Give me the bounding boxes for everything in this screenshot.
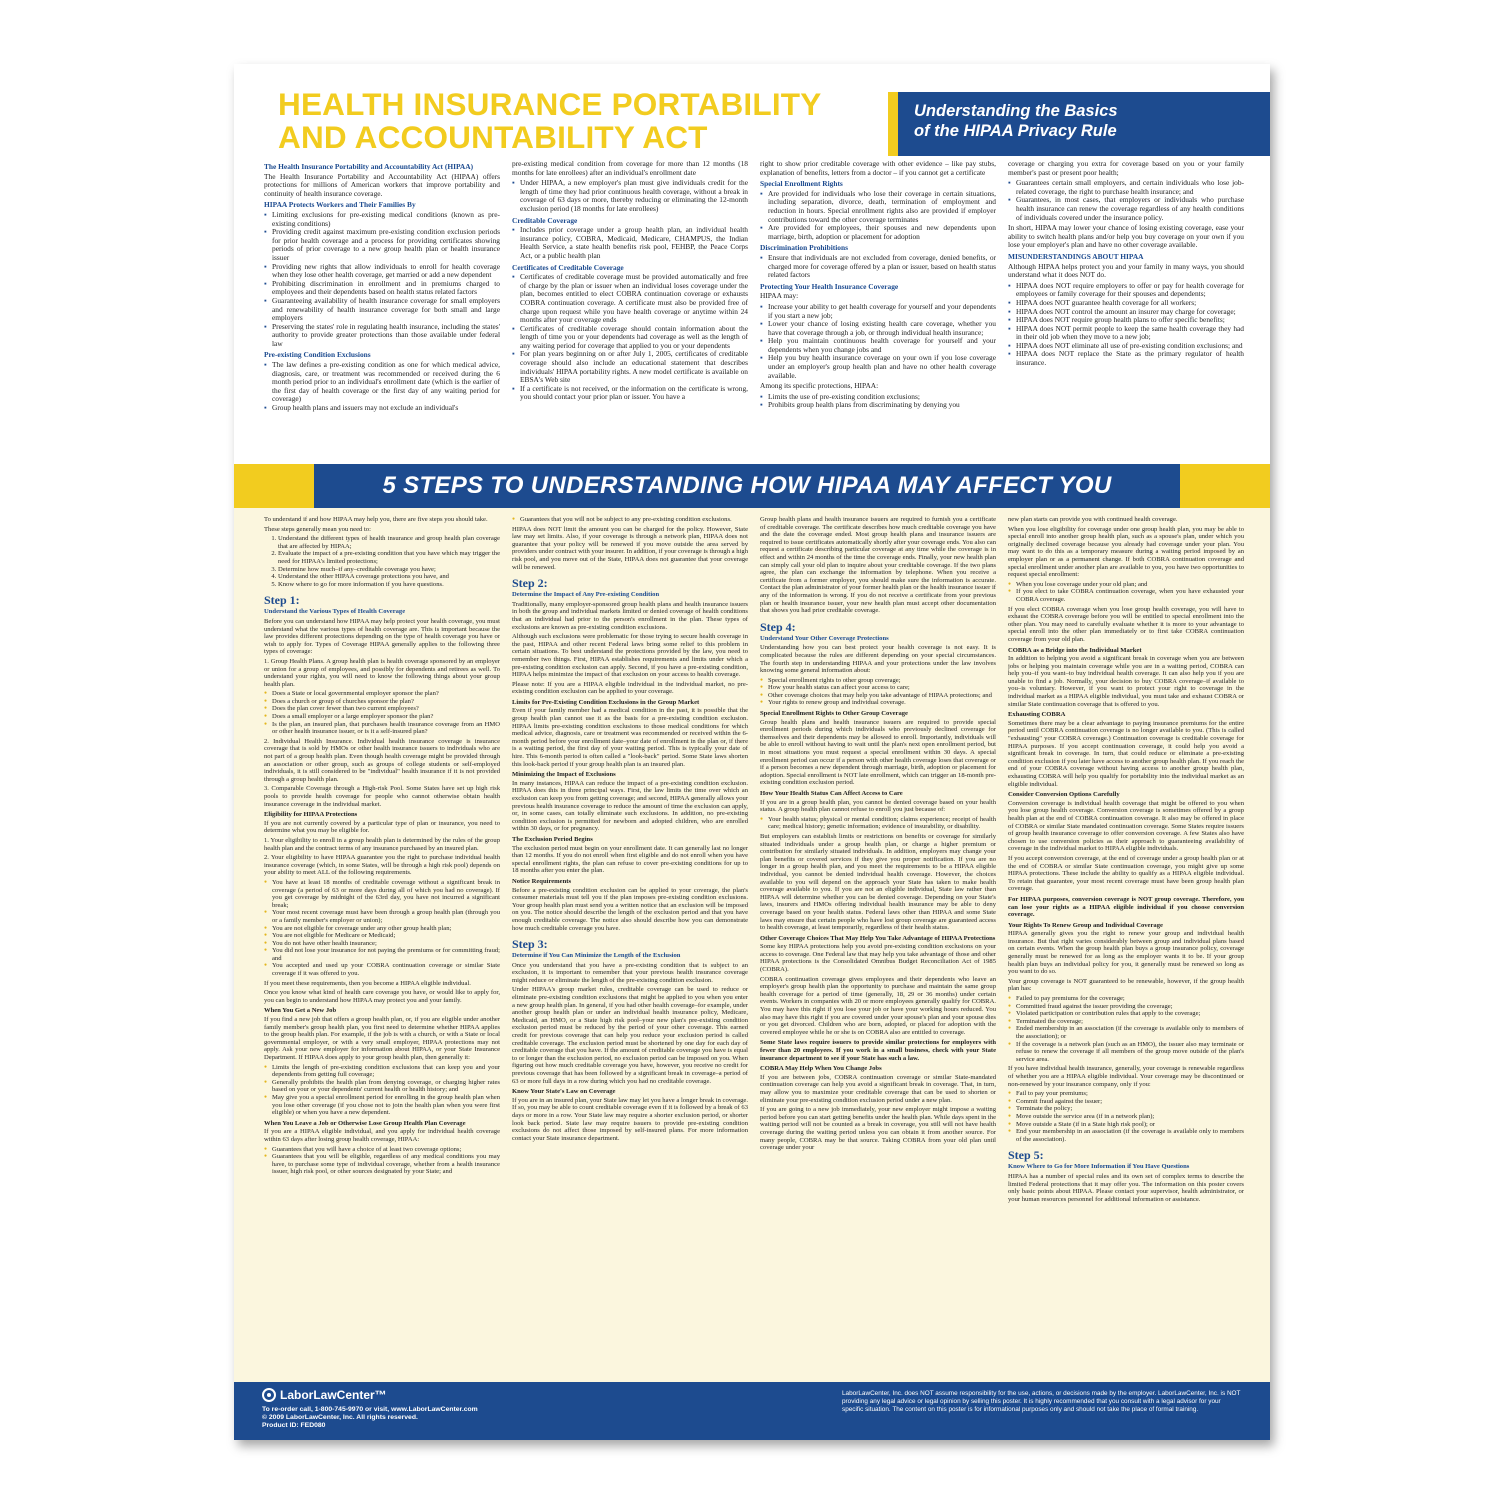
list-item: ▪ Limiting exclusions for pre-existing medical conditions (known as pre-existing conditions)	[272, 211, 500, 228]
paragraph: Some key HIPAA protections help you avoid pre-existing condition exclusions on your access to coverage. One Federal law that may help you take advantage of those and other HIPAA protections is the Consolidated Omnibus Budget Reconciliation Act of 1985 (COBRA).	[760, 943, 996, 974]
paragraph: If you are between jobs, COBRA continuation coverage or similar State-mandated continuation coverage can help you avoid a significant break in coverage. That, in turn, may allow you to maximize your creditable coverage that can be used to shorten or eliminate your pre-existing condition exclusion period under a new plan.	[760, 1073, 996, 1104]
list-item: ● Does the plan cover fewer than two current employees?	[272, 705, 500, 713]
list-item: ▪ Group health plans and issuers may not exclude an individual's	[272, 404, 500, 413]
paragraph: 2. Individual Health Insurance. Individual health insurance coverage is insurance coverage that is sold by HMOs or other health insurance issuers to individuals who are not part of a group health plan. Even though health coverage might be provided through an association or other group, such as groups of college students or self-employed individuals, it is still considered to be "individual" health insurance if it is not provided through a group health plan.	[264, 737, 500, 783]
paragraph: In addition to helping you avoid a significant break in coverage when you are between jobs or helping you maintain coverage while you are in a waiting period, COBRA can help you–if you want–to buy individual health coverage. It can also help you if you are unable to find a job. Normally, your decision to buy COBRA coverage–if available to you–is voluntary. However, if you want to protect your right to coverage in the individual market as a HIPAA eligible individual, you must take and exhaust COBRA or similar State continuation coverage that is offered to you.	[1008, 655, 1244, 708]
step-subtitle: Determine the Impact of Any Pre-existing Condition	[512, 591, 660, 599]
top-column-1	[264, 160, 500, 454]
paragraph: In short, HIPAA may lower your chance of losing existing coverage, ease your ability to switch health plans and/or help you buy coverage on your own if you lose your employer's plan and have no other coverage available.	[1008, 223, 1244, 250]
bullet-list	[512, 516, 748, 524]
list-item: ▪ HIPAA does NOT control the amount an insurer may charge for coverage;	[1016, 308, 1244, 317]
list-item: ● Violated participation or contribution rules that apply to the coverage;	[1016, 1010, 1244, 1018]
step-heading: Step 1:	[264, 593, 300, 608]
paragraph: If you are a HIPAA eligible individual, and you apply for individual health coverage within 63 days after losing group health coverage, HIPAA:	[264, 1128, 500, 1143]
list-item: ● Fail to pay your premiums;	[1016, 1090, 1244, 1098]
list-item: ▪ Prohibits group health plans from discriminating by denying you	[768, 401, 996, 410]
paragraph: But employers can establish limits or restrictions on benefits or coverage for similarly situated individuals under a group health plan, or charge a higher premium or contribution for similarly situated individuals. In addition, employers may change your plan benefits or covered services if they give you proper notification. If you are no longer in a group health plan, and you meet the requirements to be a HIPAA eligible individual, you cannot be denied individual health coverage. However, the choices available to you will depend on the approach your State has taken to make health coverage available to you. If you are not an eligible individual, State law rather than HIPAA will determine whether you can be denied coverage. Depending on your State's laws, insurers and HMOs offering individual health insurance may be able to deny coverage based on your health status. Federal laws other than HIPAA and some State laws may ensure that certain people who have lost group coverage are guaranteed access to health coverage, at least temporarily, regardless of their health status.	[760, 832, 996, 932]
step-heading: Step 4:	[760, 619, 796, 634]
step-heading: Step 3:	[512, 937, 548, 952]
list-item: ● Your health status; physical or mental condition; claims experience; receipt of health care; medical history; genetic information; evidence of insurability, or disability.	[768, 816, 996, 831]
top-column-4	[1008, 160, 1244, 454]
paragraph: If you have individual health insurance, generally, your coverage is renewable regardless of whether you are a HIPAA eligible individual. Your coverage may be discontinued or non-renewed by your insurance company, only if you:	[1008, 1065, 1244, 1088]
list-item: ● Guarantees that you will have a choice of at least two coverage options;	[272, 1146, 500, 1154]
list-item: ● Guarantees that you will be eligible, regardless of any medical conditions you may have, to purchase some type of individual coverage, whether from a health insurance issuer, high risk pool, or other sources designated by your State; and	[272, 1153, 500, 1176]
bullet-list	[264, 535, 500, 588]
paragraph-heading: The Exclusion Period Begins	[512, 835, 593, 843]
logo-mark-icon	[262, 1388, 276, 1402]
top-column-3	[760, 160, 996, 454]
paragraph: If you are in an insured plan, your State law may let you have a longer break in coverage. If so, you may be able to count creditable coverage even if it is followed by a break of 63 days or more in a row. Your State law may require a shorter exclusion period, or shorter look back period. State law may require issuers to provide pre-existing condition exclusions do not affect those imposed by self-insured plans. For more information contact your State insurance department.	[512, 1096, 748, 1142]
paragraph-heading: COBRA as a Bridge into the Individual Market	[1008, 646, 1142, 654]
list-item: 2. Evaluate the impact of a pre-existing condition that you have which may trigger the need for HIPAA's limited protections;	[278, 550, 500, 565]
list-item: ● When you lose coverage under your old plan; and	[1016, 581, 1244, 589]
bullet-list	[264, 1146, 500, 1176]
bullet-list	[264, 879, 500, 978]
list-item: ● Move outside a State (if in a State high risk pool); or	[1016, 1121, 1244, 1129]
paragraph-heading: How Your Health Status Can Affect Access to Care	[760, 790, 903, 797]
paragraph: Conversion coverage is individual health coverage that might be offered to you when you lose group health coverage. Conversion coverage is sometimes offered by a group health plan at the end of COBRA continuation coverage. It also may be offered in place of COBRA or similar State mandated continuation coverage. Some States require issuers of group health insurance coverage to offer conversion coverage. A few States also have chosen to use conversion policies as their approach to guaranteeing availability of coverage in the individual market to HIPAA eligible individuals.	[1008, 799, 1244, 853]
list-item: 1. Understand the different types of health insurance and group health plan coverage that are affected by HIPAA;	[278, 535, 500, 550]
paragraph: Under HIPAA's group market rules, creditable coverage can be used to reduce or eliminate pre-existing condition exclusions that might be applied to you when you enter a new group health plan. In general, if you had other health coverage–for example, under another group health plan or under an individual health insurance policy, Medicare, Medicaid, an HMO, or a State high risk pool–your new plan's pre-existing condition exclusion period must be reduced by the period of your other coverage. This earned credit for previous coverage that can help you reduce your exclusion period is called creditable coverage. The exclusion period must be shortened by one day for each day of creditable coverage that you have. If the amount of creditable coverage you have is equal to or longer than the exclusion period, no exclusion period can be imposed on you. When figuring out how much creditable coverage you have, however, you receive no credit for previous coverage that has been followed by a significant break in coverage–a period of 63 or more full days in a row during which you had no creditable coverage.	[512, 986, 748, 1085]
paragraph: If you elect COBRA coverage when you lose group health coverage, you will have to exhaust the COBRA coverage before you will be entitled to special enrollment into the other plan. You may need to carefully evaluate whether it is more to your advantage to special enroll into the other plan immediately or to first take COBRA continuation coverage from your old plan.	[1008, 605, 1244, 643]
footer	[234, 1382, 1270, 1440]
list-item: ● Other coverage choices that may help you take advantage of HIPAA protections; and	[768, 692, 996, 700]
paragraph: These steps generally mean you need to:	[264, 525, 371, 533]
paragraph: When you lose eligibility for coverage under one group health plan, you may be able to special enroll into another group health plan, such as a spouse's plan, under which you originally declined coverage because you already had coverage under your plan. You may want to do this as a temporary measure during a waiting period imposed by an employer plan or as a permanent change. If both COBRA continuation coverage and special enrollment under another plan are available to you, you have two opportunities to request special enrollment:	[1008, 525, 1244, 579]
paragraph: Traditionally, many employer-sponsored group health plans and health insurance issuers in both the group and individual markets limited or denied coverage of health conditions that an individual had prior to the person's enrollment in the plan. These types of exclusions are known as pre-existing condition exclusions.	[512, 600, 748, 631]
list-item: ● Your rights to renew group and individual coverage.	[768, 699, 996, 707]
paragraph: right to show prior creditable coverage with other evidence – like pay stubs, explanation of benefits, letters from a doctor – if you cannot get a certificate	[760, 160, 996, 177]
paragraph: In many instances, HIPAA can reduce the impact of a pre-existing condition exclusion. HIPAA does this in three principal ways. First, the law limits the time over which an exclusion can keep you from getting coverage; and second, HIPAA generally allows your previous health insurance coverage to reduce the amount of time the exclusion can apply, or, in some cases, can totally eliminate such exclusions. In addition, no pre-existing condition exclusion is permitted for newborn and adopted children, who are enrolled within 30 days, or for pregnancy.	[512, 779, 748, 833]
paragraph: If you are not currently covered by a particular type of plan or insurance, you need to determine what you may be eligible for.	[264, 819, 500, 835]
paragraph-heading: Notice Requirements	[512, 877, 572, 885]
list-item: ▪ Guarantees, in most cases, that employers or individuals who purchase health insurance can renew the coverage regardless of any health conditions of individuals covered under the insurance policy.	[1016, 196, 1244, 222]
paragraph: Among its specific protections, HIPAA:	[760, 381, 879, 391]
list-item: ● You did not lose your insurance for not paying the premiums or for committing fraud; and	[272, 947, 500, 962]
step-subtitle: Determine if You Can Minimize the Length of the Exclusion	[512, 952, 681, 960]
list-item: ▪ Guarantees certain small employers, and certain individuals who lose job-related coverage, the right to purchase health insurance; and	[1016, 179, 1244, 196]
top-columns	[264, 160, 1244, 454]
top-section	[234, 64, 1270, 464]
section-heading: Pre-existing Condition Exclusions	[264, 350, 371, 360]
list-item: ▪ HIPAA does NOT permit people to keep the same health coverage they had in their old job when they move to a new job;	[1016, 325, 1244, 342]
list-item: ● Limits the length of pre-existing condition exclusions that can keep you and your dependents from getting full coverage;	[272, 1064, 500, 1079]
list-item: ● Committed fraud against the issuer providing the coverage;	[1016, 1003, 1244, 1011]
bullet-list	[512, 226, 748, 260]
step-subtitle: Know Where to Go for More Information if You Have Questions	[1008, 1163, 1190, 1171]
list-item: ● Your most recent coverage must have been through a group health plan (through you or a family member's employer or union);	[272, 909, 500, 924]
list-item: ▪ Help you maintain continuous health coverage for yourself and your dependents when you change jobs and	[768, 337, 996, 354]
list-item: ▪ HIPAA does NOT require group health plans to offer specific benefits;	[1016, 316, 1244, 325]
logo-text: LaborLawCenter™	[280, 1388, 387, 1402]
list-item: ▪ Preserving the states' role in regulating health insurance, including the states' authority to provide greater protections than those available under federal law	[272, 323, 500, 349]
list-item: ● Terminated the coverage;	[1016, 1018, 1244, 1026]
paragraph-heading: For HIPAA purposes, conversion coverage is NOT group coverage. Therefore, you can lose your rights as a HIPAA eligible individual if you choose conversion coverage.	[1008, 895, 1244, 919]
paragraph: If you are in a group health plan, you cannot be denied coverage based on your health status. A group health plan cannot refuse to enroll you just because of:	[760, 798, 996, 814]
paragraph-heading: Exhausting COBRA	[1008, 711, 1066, 719]
paragraph: 2. Your eligibility to have HIPAA guarantee you the right to purchase individual health insurance coverage (which, in some States, will be through a high risk pool) depends on your ability to meet ALL of the following requirements.	[264, 854, 500, 877]
list-item: ▪ Increase your ability to get health coverage for yourself and your dependents if you start a new job;	[768, 303, 996, 320]
list-item: ▪ Are provided for individuals who lose their coverage in certain situations, including separation, divorce, death, termination of employment and reduction in hours. Special enrollment rights also are provided if employer contributions toward the other coverage terminates	[768, 190, 996, 224]
list-item: ▪ Certificates of creditable coverage must be provided automatically and free of charge by the plan or issuer when an individual loses coverage under the plan, becomes entitled to elect COBRA continuation coverage or exhausts COBRA continuation coverage. A certificate must also be provided free of charge upon request while you have health coverage or anytime within 24 months after your coverage ends	[520, 273, 748, 325]
paragraph: 1. Your eligibility to enroll in a group health plan is determined by the rules of the group health plan and the contract terms of any insurance purchased by an insured plan.	[264, 836, 500, 852]
list-item: ● Is the plan, an insured plan, that purchases health insurance coverage from an HMO or other health insurance issuer, or is it a self-insured plan?	[272, 721, 500, 736]
paragraph: Although HIPAA helps protect you and your family in many ways, you should understand what it does NOT do.	[1008, 261, 1244, 280]
steps-banner-text: 5 STEPS TO UNDERSTANDING HOW HIPAA MAY AFFECT YOU	[382, 472, 1112, 499]
bullet-list	[760, 254, 996, 280]
list-item: ● Ended membership in an association (if the coverage is available only to members of the association); or	[1016, 1025, 1244, 1040]
subtitle-line-2: of the HIPAA Privacy Rule	[914, 122, 1117, 140]
list-item: ● End your membership in an association (if the coverage is available only to members of the association).	[1016, 1128, 1244, 1143]
paragraph: If you meet these requirements, then you become a HIPAA eligible individual.	[264, 979, 471, 987]
paragraph-heading: Limits for Pre-Existing Condition Exclusions in the Group Market	[512, 698, 700, 706]
paragraph-heading: When You Leave a Job or Otherwise Lose Group Health Plan Coverage	[264, 1119, 466, 1127]
paragraph-heading: Your Rights To Renew Group and Individual Coverage	[1008, 921, 1163, 929]
list-item: ● If you elect to take COBRA continuation coverage, when you have exhausted your COBRA coverage.	[1016, 588, 1244, 603]
list-item: ● You are not eligible for coverage under any other group health plan;	[272, 925, 500, 933]
bullet-list	[1008, 581, 1244, 604]
paragraph: Group health plans and health insurance issuers are required to furnish you a certificate of creditable coverage. The certificate describes how much creditable coverage you have and the date the coverage ended. Most group health plans and insurance issuers are required to issue certificates automatically shortly after your coverage ends. You also can request a certificate describing particular coverage at any time while the coverage is in effect and within 24 months of the time the coverage ends. Finally, your new health plan can simply call your old plan to inquire about your creditable coverage. If the two plans agree, the plan can exchange the information by telephone. When you receive a certificate from a former employer, you should make sure the information is accurate. Contact the plan administrator of your former health plan or the health insurance issuer if any of the information is wrong. If you do not receive a certificate from your previous plan or health insurance issuer, your new health plan must accept other documentation that shows you had prior creditable coverage.	[760, 516, 996, 615]
step-heading: Step 5:	[1008, 1148, 1044, 1163]
step-heading: Step 2:	[512, 576, 548, 591]
list-item: 3. Determine how much–if any–creditable coverage you have;	[278, 566, 500, 574]
bullet-list	[1008, 179, 1244, 222]
list-item: ▪ Includes prior coverage under a group health plan, an individual health insurance policy, COBRA, Medicaid, Medicare, CHAMPUS, the Indian Health Service, a state health benefits risk pool, FEHBP, the Peace Corps Act, or a public health plan	[520, 226, 748, 260]
paragraph: HIPAA does NOT limit the amount you can be charged for the policy. However, State law may set limits. Also, if your coverage is through a network plan, HIPAA does not guarantee that your policy will be renewed if you move outside the area served by providers under contract with your insurer. In addition, if your coverage is through a high risk pool, and you move out of the State, HIPAA does not guarantee that your coverage will be renewed.	[512, 525, 748, 571]
paragraph: HIPAA generally gives you the right to renew your group and individual health insurance. But that right varies considerably between group and individual plans based on certain events. When the group health plan buys a group insurance policy, coverage generally must be renewed for as long as the employer wants it to be. If your group health plan buys an individual policy for you, it generally must be renewed so long as you want to do so.	[1008, 930, 1244, 976]
paragraph-heading: COBRA May Help When You Change Jobs	[760, 1065, 882, 1073]
paragraph: Group health plans and health insurance issuers are required to provide special enrollment periods during which individuals who previously declined coverage for themselves and their dependents may be allowed to enroll. Importantly, individuals will be able to enroll without having to wait until the plan's next open enrollment period, but in most situations you must request a special enrollment within 30 days. A special enrollment period can occur if a person with other health coverage loses that coverage or if a person becomes a new dependent through marriage, birth, adoption or placement for adoption. Special enrollment is NOT late enrollment, which can trigger an 18-month pre-existing condition exclusion period.	[760, 718, 996, 787]
paragraph: new plan starts can provide you with continued health coverage.	[1008, 516, 1178, 523]
steps-banner	[234, 464, 1270, 508]
paragraph-heading: Eligibility for HIPAA Protections	[264, 811, 358, 819]
paragraph: HIPAA has a number of special rules and its own set of complex terms to describe the limited Federal protections that it may offer you. The information on this poster covers only basic points about HIPAA. Please contact your supervisor, health administrator, or your human resources personnel for additional information or assistance.	[1008, 1172, 1244, 1203]
list-item: ▪ Guaranteeing availability of health insurance coverage for small employers and renewability of health insurance coverage for both small and large employers	[272, 297, 500, 323]
bullet-list	[512, 273, 748, 402]
paragraph-heading: Consider Conversion Options Carefully	[1008, 791, 1120, 799]
section-heading: Creditable Coverage	[512, 215, 578, 225]
list-item: ▪ HIPAA does NOT eliminate all use of pre-existing condition exclusions; and	[1016, 342, 1244, 351]
paragraph: If you accept conversion coverage, at the end of coverage under a group health plan or at the end of COBRA or similar State continuation coverage, you might give up some HIPAA protections. These include the ability to qualify as a HIPAA eligible individual. To retain that guarantee, your most recent coverage must have been group health plan coverage.	[1008, 854, 1244, 893]
bottom-column-3	[760, 516, 996, 1380]
bullet-list	[760, 303, 996, 380]
bullet-list	[512, 179, 748, 213]
paragraph: Before a pre-existing condition exclusion can be applied to your coverage, the plan's consumer materials must tell you if the plan imposes pre-existing condition exclusions. Your group health plan must send you a written notice that an exclusion will be imposed on you. The notice should describe the length of the exclusion period and that you have enough creditable coverage. The notice also should describe how you can demonstrate how much creditable coverage you have.	[512, 886, 748, 932]
copyright-line: © 2009 LaborLawCenter, Inc. All rights reserved.	[262, 1414, 418, 1421]
subtitle-line-1: Understanding the Basics	[914, 102, 1118, 120]
list-item: ▪ Ensure that individuals are not excluded from coverage, denied benefits, or charged more for coverage offered by a plan or issuer, based on health status related factors	[768, 254, 996, 280]
list-item: ● Terminate the policy;	[1016, 1105, 1244, 1113]
paragraph: Please note: If you are a HIPAA eligible individual in the individual market, no pre-existing condition exclusion can be applied to your coverage.	[512, 680, 748, 696]
list-item: ▪ If a certificate is not received, or the information on the certificate is wrong, you should contact your prior plan or issuer. You have a	[520, 385, 748, 402]
list-item: ● Does a church or group of churches sponsor the plan?	[272, 698, 500, 706]
bottom-column-4	[1008, 516, 1244, 1380]
list-item: ▪ HIPAA does NOT replace the State as the primary regulator of health insurance.	[1016, 350, 1244, 367]
list-item: ● Failed to pay premiums for the coverage;	[1016, 995, 1244, 1003]
paragraph-heading: Minimizing the Impact of Exclusions	[512, 771, 616, 779]
list-item: 4. Understand the other HIPAA coverage protections you have, and	[278, 573, 500, 581]
top-column-2	[512, 160, 748, 454]
list-item: ▪ Prohibiting discrimination in enrollment and in premiums charged to employees and their dependents based on health status related factors	[272, 280, 500, 297]
section-heading: MISUNDERSTANDINGS ABOUT HIPAA	[1008, 251, 1144, 261]
list-item: ● Guarantees that you will not be subject to any pre-existing condition exclusions.	[520, 516, 748, 524]
paragraph: The Health Insurance Portability and Accountability Act (HIPAA) offers protections for millions of American workers that improve portability and continuity of health insurance coverage.	[264, 171, 500, 198]
bullet-list	[264, 690, 500, 736]
subtitle-box	[888, 92, 1270, 156]
poster	[234, 64, 1270, 1440]
bottom-columns	[264, 516, 1244, 1380]
step-subtitle: Understand the Various Types of Health Coverage	[264, 608, 406, 616]
paragraph: HIPAA may:	[760, 291, 799, 301]
bullet-list	[760, 816, 996, 831]
paragraph: Once you understand that you have a pre-existing condition that is subject to an exclusion, it is important to remember that your previous health insurance coverage might reduce or eliminate the length of the pre-existing condition exclusion.	[512, 961, 748, 984]
paragraph: If you find a new job that offers a group health plan, or, if you are eligible under another family member's group health plan, you first need to determine whether HIPAA applies to the group health plan. For example, if the job is with a church, or with a State or local governmental employer, or with a very small employer, HIPAA protections may not apply. Ask your new employer for information about HIPAA, or your State Insurance Department. If HIPAA does apply to your group health plan, then generally it:	[264, 1016, 500, 1061]
paragraph: Even if your family member had a medical condition in the past, it is possible that the group health plan cannot use it as the basis for a pre-existing condition exclusion. HIPAA limits pre-existing condition exclusions to those medical conditions for which medical advice, diagnosis, care or treatment was recommended or received within the 6-month period before your enrollment date–your date of enrollment in the plan or, if there is a waiting period, the first day of your waiting period. This is typically your date of hire. This 6-month period is often called a "look-back" period. Some State laws shorten this look-back period if your group health plan is an insured plan.	[512, 707, 748, 768]
paragraph: COBRA continuation coverage gives employees and their dependents who leave an employer's group health plan the opportunity to purchase and maintain the same group health coverage for a period of time (generally, 18, 29 or 36 months) under certain events. Workers in companies with 20 or more employees generally qualify for COBRA. You may have this right if you lose your job or have your working hours reduced. You also may have this right if you are covered under your spouse's plan and your spouse dies or you get divorced. Children who are born, adopted, or placed for adoption with the covered employee while he or she is on COBRA also are entitled to coverage.	[760, 975, 996, 1036]
list-item: ● Special enrollment rights to other group coverage;	[768, 677, 996, 685]
list-item: ● May give you a special enrollment period for enrolling in the group health plan when you lose other coverage (if you chose not to join the health plan when you were first eligible) or when you have a new dependent.	[272, 1094, 500, 1117]
paragraph: Your group coverage is NOT guaranteed to be renewable, however, if the group health plan has:	[1008, 977, 1244, 993]
paragraph: pre-existing medical condition from coverage for more than 12 months (18 months for late enrollees) after an individual's enrollment date	[512, 160, 748, 177]
bullet-list	[264, 361, 500, 413]
paragraph: Before you can understand how HIPAA may help protect your health coverage, you must understand what the various types of health coverage are. This is important because the law provides different protections depending on the type of health coverage you have or wish to apply for. Types of Coverage HIPAA generally applies to the following three types of coverage:	[264, 617, 500, 656]
section-heading: Certificates of Creditable Coverage	[512, 262, 624, 272]
paragraph: To understand if and how HIPAA may help you, there are five steps you should take.	[264, 516, 488, 523]
list-item: ▪ For plan years beginning on or after July 1, 2005, certificates of creditable coverage should also include an educational statement that describes individuals' HIPAA portability rights. A new model certificate is available on EBSA's Web site	[520, 350, 748, 384]
list-item: ▪ Providing credit against maximum pre-existing condition exclusion periods for prior health coverage and a process for providing certificates showing periods of prior coverage to a new group health plan or health insurance issuer	[272, 228, 500, 262]
paragraph-heading: When You Get a New Job	[264, 1007, 337, 1015]
paragraph-heading: Other Coverage Choices That May Help You Take Advantage of HIPAA Protections	[760, 934, 996, 942]
list-item: ▪ Certificates of creditable coverage should contain information about the length of time you or your dependents had coverage as well as the length of any waiting period for coverage that applied to you or your dependents	[520, 325, 748, 351]
bullet-list	[1008, 1090, 1244, 1143]
list-item: ▪ Are provided for employees, their spouses and new dependents upon marriage, birth, adoption or placement for adoption	[768, 224, 996, 241]
paragraph: The exclusion period must begin on your enrollment date. It can generally last no longer than 12 months. If you do not enroll when first eligible and do not enroll when you have special enrollment rights, the plan can refuse to cover pre-existing conditions for up to 18 months after you enter the plan.	[512, 844, 748, 875]
list-item: ● Move outside the service area (if in a network plan);	[1016, 1113, 1244, 1121]
list-item: ● You do not have other health insurance;	[272, 940, 500, 948]
list-item: ● You are not eligible for Medicare or Medicaid;	[272, 932, 500, 940]
bottom-column-1	[264, 516, 500, 1380]
list-item: ● How your health status can affect your access to care;	[768, 684, 996, 692]
paragraph: If you are going to a new job immediately, your new employer might impose a waiting period before you can start getting benefits under the health plan. While days spent in the waiting period will not be counted as a break in coverage, you still will not have health coverage during the waiting period unless you can obtain it from another source. For many people, COBRA may be that source. Taking COBRA from your old plan until coverage under your	[760, 1106, 996, 1152]
section-heading: The Health Insurance Portability and Accountability Act (HIPAA)	[264, 162, 474, 171]
paragraph: 1. Group Health Plans. A group health plan is health coverage sponsored by an employer or union for a group of employees, and possibly for dependents and retirees as well. To understand your rights, you will need to know the following things about your group health plan.	[264, 657, 500, 688]
bullet-list	[760, 190, 996, 242]
bullet-list	[1008, 282, 1244, 368]
paragraph-heading: Special Enrollment Rights to Other Group Coverage	[760, 710, 908, 718]
footer-info	[262, 1406, 478, 1430]
list-item: ● Commit fraud against the issuer;	[1016, 1098, 1244, 1106]
laborlawcenter-logo	[262, 1388, 387, 1402]
list-item: ▪ The law defines a pre-existing condition as one for which medical advice, diagnosis, care, or treatment was recommended or received during the 6 month period prior to an individual's enrollment date (which is the earlier of the first day of health coverage or the first day of any waiting period for coverage)	[272, 361, 500, 404]
reorder-line: To re-order call, 1-800-745-9970 or visit, www.LaborLawCenter.com	[262, 1406, 478, 1413]
step-subtitle: Understand Your Other Coverage Protections	[760, 634, 889, 642]
list-item: ▪ HIPAA does NOT guarantee health coverage for all workers;	[1016, 299, 1244, 308]
section-heading: HIPAA Protects Workers and Their Families By	[264, 200, 416, 210]
paragraph: Once you know what kind of health care coverage you have, or would like to apply for, you can begin to understand how HIPAA may protect you and your family.	[264, 989, 500, 1004]
section-heading: Protecting Your Health Insurance Coverage	[760, 281, 899, 291]
paragraph: 3. Comparable Coverage through a High-risk Pool. Some States have set up high risk pools to provide health coverage for people who cannot otherwise obtain health insurance coverage in the individual market.	[264, 785, 500, 808]
list-item: ▪ Under HIPAA, a new employer's plan must give individuals credit for the length of time they had prior continuous health coverage, without a break in coverage of 63 days or more, thereby reducing or eliminating the 12-month exclusion period (18 months for late enrollees)	[520, 179, 748, 213]
paragraph: Although such exclusions were problematic for those trying to secure health coverage in the past, HIPAA and other recent Federal laws bring some relief to this problem in certain situations. To best understand the protections provided by the law, you need to remember two things. First, HIPAA establishes requirements and limits under which a pre-existing condition exclusion can apply. Second, if you have a pre-existing condition, HIPAA helps minimize the impact of that exclusion on your access to health coverage.	[512, 633, 748, 679]
bullet-list	[760, 393, 996, 410]
list-item: ● You have at least 18 months of creditable coverage without a significant break in coverage (a period of 63 or more days during all of which you had no coverage). If you get coverage by midnight of the 63rd day, you have not incurred a significant break;	[272, 879, 500, 909]
paragraph: Sometimes there may be a clear advantage to paying insurance premiums for the entire period until COBRA continuation coverage is no longer available to you. (This is called "exhausting" your COBRA coverage.) Continuation coverage is creditable coverage for HIPAA purposes. If you accept continuation coverage, it could help you avoid a significant break in coverage. In turn, that could reduce or eliminate a pre-existing condition exclusion if you later have access to another group health plan. If you reach the end of your COBRA coverage without having access to another group health plan, exhausting COBRA will help you qualify for portability into the individual market as an eligible individual.	[1008, 719, 1244, 788]
bullet-list	[264, 1064, 500, 1117]
paragraph: coverage or charging you extra for coverage based on you or your family member's past or present poor health;	[1008, 160, 1244, 177]
disclaimer: LaborLawCenter, Inc. does NOT assume responsibility for the use, actions, or decisions made by the employer. LaborLawCenter, Inc. is NOT providing any legal advice or legal opinion by selling this poster. It is highly recommended that you consult with a legal advisor for your specific situation. The content on this poster is for informational purposes only and should not take the place of formal training.	[842, 1390, 1241, 1413]
list-item: ● Does a State or local governmental employer sponsor the plan?	[272, 690, 500, 698]
list-item: ▪ HIPAA does NOT require employers to offer or pay for health coverage for employees or family coverage for their spouses and dependents;	[1016, 282, 1244, 299]
list-item: ▪ Lower your chance of losing existing health care coverage, whether you have that coverage through a job, or through individual health insurance;	[768, 320, 996, 337]
bottom-column-2	[512, 516, 748, 1380]
bullet-list	[1008, 995, 1244, 1063]
bullet-list	[760, 677, 996, 707]
bullet-list	[264, 211, 500, 349]
list-item: 5. Know where to go for more information if you have questions.	[278, 581, 500, 589]
list-item: ● Generally prohibits the health plan from denying coverage, or charging higher rates based on your or your dependents' current health or health history; and	[272, 1079, 500, 1094]
paragraph-heading: Know Your State's Law on Coverage	[512, 1088, 616, 1096]
list-item: ● Does a small employer or a large employer sponsor the plan?	[272, 713, 500, 721]
section-heading: Special Enrollment Rights	[760, 179, 843, 189]
list-item: ● If the coverage is a network plan (such as an HMO), the issuer also may terminate or refuse to renew the coverage if all members of the group move outside of the plan's service area.	[1016, 1041, 1244, 1064]
list-item: ▪ Limits the use of pre-existing condition exclusions;	[768, 393, 996, 402]
paragraph: Understanding how you can best protect your health coverage is not easy. It is complicated because the rules are different depending on your special circumstances. The fourth step in understanding HIPAA and your protections under the law involves knowing some general information about:	[760, 644, 996, 675]
list-item: ● You accepted and used up your COBRA continuation coverage or similar State coverage if it was offered to you.	[272, 962, 500, 977]
paragraph-heading: Some State laws require issuers to provide similar protections for employers with fewer than 20 employees. If you work in a small business, check with your State insurance department to see if your State has such a law.	[760, 1039, 996, 1062]
list-item: ▪ Help you buy health insurance coverage on your own if you lose coverage under an employer's group health plan and have no other health coverage available.	[768, 354, 996, 380]
list-item: ▪ Providing new rights that allow individuals to enroll for health coverage when they lose other health coverage, get married or add a new dependent	[272, 263, 500, 280]
main-title: HEALTH INSURANCE PORTABILITY AND ACCOUNTABILITY ACT	[278, 86, 821, 155]
product-id: Product ID: FED080	[262, 1422, 326, 1429]
steps-banner-bar	[314, 464, 1180, 508]
section-heading: Discrimination Prohibitions	[760, 243, 848, 253]
